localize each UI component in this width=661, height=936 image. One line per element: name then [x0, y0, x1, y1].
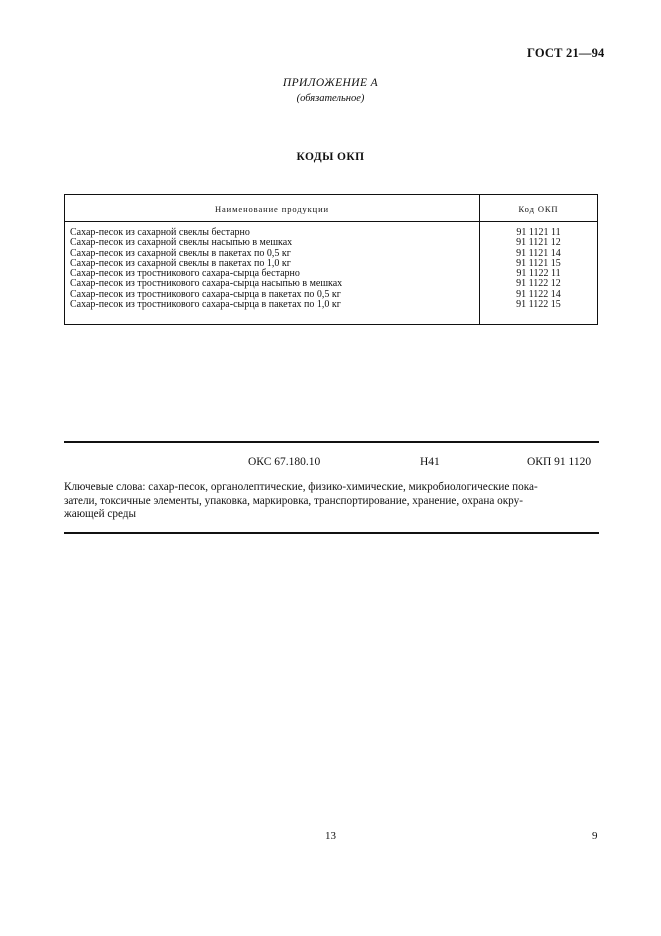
okc-code: ОКС 67.180.10 — [248, 456, 321, 468]
keywords-line: Ключевые слова: сахар-песок, органолептические, физико-химические, микробиологические пока- — [64, 481, 538, 493]
table-row-name: Сахар-песок из сахарной свеклы в пакетах по 1,0 кг — [70, 257, 291, 269]
table-row-name: Сахар-песок из тростникового сахара-сырца в пакетах по 0,5 кг — [70, 288, 341, 300]
table-header-name: Наименование продукции — [214, 204, 330, 214]
page-number-right: 9 — [592, 830, 598, 842]
table-row-code: 91 1121 14 — [516, 247, 561, 259]
appendix-subtitle: (обязательное) — [296, 93, 365, 104]
table-header-divider — [65, 221, 597, 222]
table-name-column — [70, 228, 475, 310]
table-row-name: Сахар-песок из тростникового сахара-сырца в пакетах по 1,0 кг — [70, 299, 341, 311]
table-row-name: Сахар-песок из сахарной свеклы в пакетах по 0,5 кг — [70, 247, 291, 259]
section-title: КОДЫ ОКП — [296, 151, 365, 163]
table-row-code: 91 1121 11 — [516, 227, 561, 238]
bottom-rule — [64, 532, 599, 534]
keywords-line: затели, токсичные элементы, упаковка, маркировка, транспортирование, хранение, охрана окру- — [64, 494, 523, 507]
group-code: Н41 — [420, 456, 440, 468]
table-row-name: Сахар-песок из сахарной свеклы бестарно — [70, 227, 250, 238]
table-header-code: Код ОКП — [518, 204, 559, 214]
table-row-code: 91 1122 11 — [516, 268, 561, 280]
table-row-code: 91 1122 12 — [516, 278, 561, 290]
appendix-title: ПРИЛОЖЕНИЕ А — [282, 77, 379, 89]
table-row-code: 91 1122 15 — [516, 299, 561, 311]
okp-code: ОКП 91 1120 — [527, 456, 592, 468]
table-row-name: Сахар-песок из тростникового сахара-сырца насыпью в мешках — [70, 278, 343, 290]
keywords-line: жающей среды — [64, 508, 137, 520]
keywords-paragraph — [64, 481, 599, 522]
table-row-code: 91 1121 12 — [516, 237, 561, 249]
okp-codes-table — [64, 194, 598, 325]
page-number-center: 13 — [325, 830, 336, 842]
standard-code: ГОСТ 21—94 — [527, 46, 605, 60]
table-row-code: 91 1122 14 — [516, 288, 561, 300]
table-row-name: Сахар-песок из тростникового сахара-сырца бестарно — [70, 268, 300, 280]
table-row-code: 91 1121 15 — [516, 257, 561, 269]
top-rule — [64, 441, 599, 443]
table-code-column — [479, 228, 598, 310]
table-row-name: Сахар-песок из сахарной свеклы насыпью в мешках — [70, 237, 293, 249]
